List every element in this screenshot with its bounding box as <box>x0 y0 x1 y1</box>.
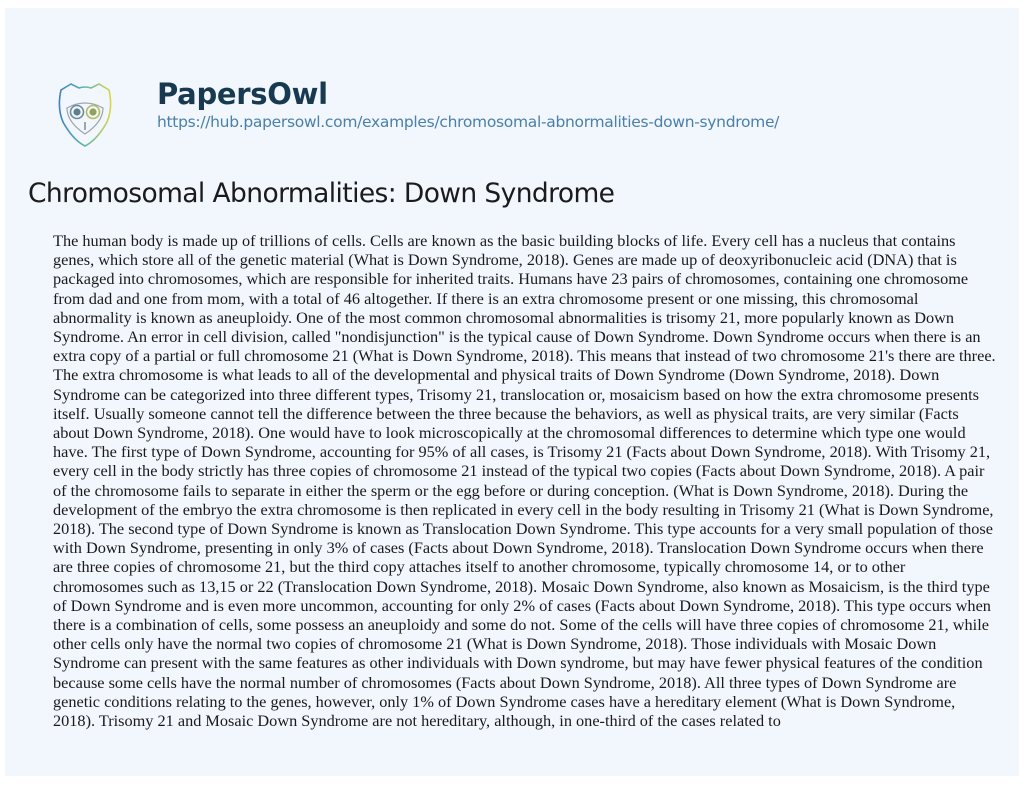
paragraph-line: genetic conditions relating to the genes, however, only 1% of Down Syndrome cases have a hereditary element (What is Down Syndrome, <box>53 691 956 711</box>
brand-text <box>157 78 779 132</box>
paragraph-line: of Down Syndrome and is even more uncommon, accounting for only 2% of cases (Facts about Down Syndrome, 2018). This type occurs when <box>53 595 991 615</box>
paragraph-line: with Down Syndrome, presenting in only 3% of cases (Facts about Down Syndrome, 2018). Translocation Down Syndrome occurs when there <box>53 538 984 558</box>
paragraph-line: of the chromosome fails to separate in either the sperm or the egg before or during conception. (What is Down Syndrome, 2018). During the <box>53 480 969 500</box>
paragraph-line: The extra chromosome is what leads to all of the developmental and physical traits of Down Syndrome (Down Syndrome, 2018). Down <box>53 365 940 385</box>
source-url-link[interactable]: https://hub.papersowl.com/examples/chromosomal-abnormalities-down-syndrome/ <box>157 113 780 131</box>
paragraph-line: from dad and one from mom, with a total of 46 altogether. If there is an extra chromosome present or one missing, this chromosomal <box>53 288 919 308</box>
paragraph-line: chromosomes such as 13,15 or 22 (Translocation Down Syndrome, 2018). Mosaic Down Syndrome, also known as Mosaicism, is the third type <box>53 576 990 596</box>
paragraph-line: genes, which store all of the genetic material (What is Down Syndrome, 2018). Genes are made up of deoxyribonucleic acid (DNA) that is <box>53 250 957 270</box>
paragraph-line: Syndrome. An error in cell division, called "nondisjunction" is the typical cause of Down Syndrome. Down Syndrome occurs when there is an <box>53 327 981 347</box>
brand-header <box>53 78 779 148</box>
paragraph-line: The human body is made up of trillions of cells. Cells are known as the basic building blocks of life. Every cell has a nucleus that contains <box>53 231 956 250</box>
paragraph-line: have. The first type of Down Syndrome, accounting for 95% of all cases, is Trisomy 21 (Facts about Down Syndrome, 2018). With Trisomy 21, <box>53 442 991 462</box>
paragraph-line: because some cells have the normal number of chromosomes (Facts about Down Syndrome, 2018). All three types of Down Syndrome are <box>53 672 957 692</box>
paragraph-line: about Down Syndrome, 2018). One would have to look microscopically at the chromosomal differences to determine which type one would <box>53 423 966 443</box>
document-body <box>53 231 996 731</box>
brand-name[interactable]: PapersOwl <box>157 77 328 111</box>
paragraph-line: 2018). The second type of Down Syndrome is known as Translocation Down Syndrome. This type accounts for a very small population of those <box>53 519 993 539</box>
paragraph-line: every cell in the body strictly has three copies of chromosome 21 instead of the typical two copies (Facts about Down Syndrome, 2018). A pair <box>53 461 985 481</box>
paragraph-line: 2018). Trisomy 21 and Mosaic Down Syndrome are not hereditary, although, in one-third of the cases related to <box>53 711 781 731</box>
paragraph-line: abnormality is known as aneuploidy. One of the most common chromosomal abnormalities is trisomy 21, more popularly known as Down <box>53 307 955 327</box>
owl-logo-icon[interactable] <box>53 78 117 148</box>
paragraph-line: itself. Usually someone cannot tell the difference between the three because the behaviors, as well as physical traits, are very similar (Facts <box>53 403 959 423</box>
paragraph-line: Syndrome can be categorized into three different types, Trisomy 21, translocation or, mosaicism based on how the extra chromosome presents <box>53 384 979 404</box>
paragraph-line: are three copies of chromosome 21, but the third copy attaches itself to another chromosome, typically chromosome 14, or to other <box>53 557 906 577</box>
paragraph-line: there is a combination of cells, some possess an aneuploidy and some do not. Some of the cells will have three copies of chromosome 21, while <box>53 615 989 635</box>
document-title: Chromosomal Abnormalities: Down Syndrome <box>28 178 615 209</box>
paragraph-line: other cells only have the normal two copies of chromosome 21 (What is Down Syndrome, 2018). Those individuals with Mosaic Down <box>53 634 937 654</box>
document-page <box>5 8 1019 776</box>
paragraph-line: Syndrome can present with the same features as other individuals with Down syndrome, but may have fewer physical features of the condition <box>53 653 983 673</box>
paragraph-line: packaged into chromosomes, which are responsible for inherited traits. Humans have 23 pairs of chromosomes, containing one chromosome <box>53 269 969 289</box>
paragraph-line: extra copy of a partial or full chromosome 21 (What is Down Syndrome, 2018). This means that instead of two chromosome 21's there are three. <box>53 346 996 366</box>
paragraph-line: development of the embryo the extra chromosome is then replicated in every cell in the body resulting in Trisomy 21 (What is Down Syndrome, <box>53 499 994 519</box>
